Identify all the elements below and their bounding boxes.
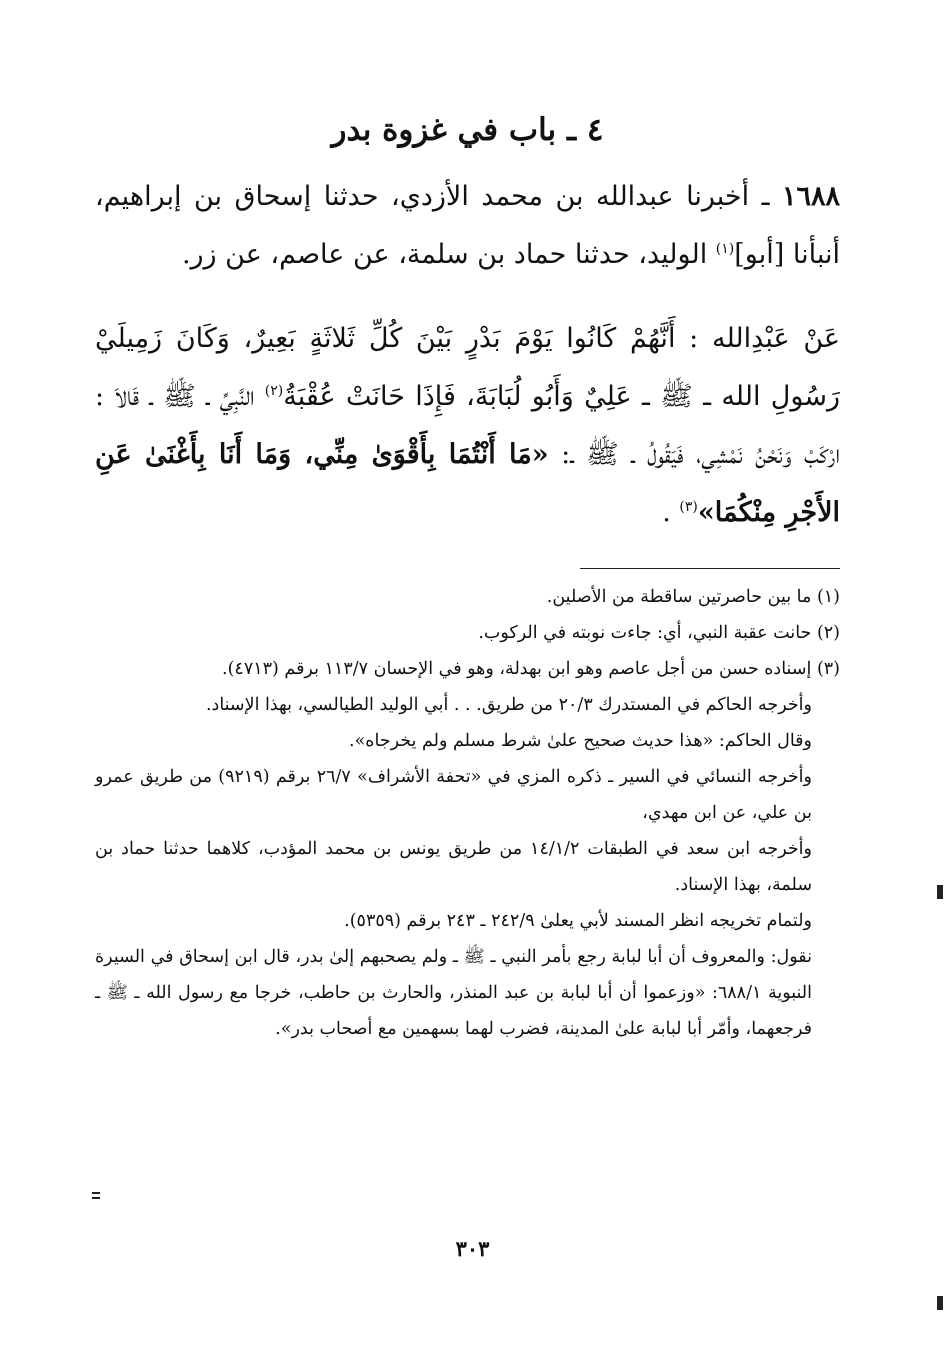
footnotes <box>95 579 840 1047</box>
footnote-3-para-5: ولتمام تخريجه انظر المسند لأبي يعلىٰ ٢٤٢/٩ ـ ٢٤٣ برقم (٥٣٥٩). <box>344 911 812 931</box>
isnad-text-part2: الوليد، حدثنا حماد بن سلمة، عن عاصم، عن زر. <box>181 239 716 270</box>
page-number: ٣٠٣ <box>455 1236 490 1261</box>
scan-mark <box>92 1192 100 1194</box>
footnote-1 <box>95 579 840 615</box>
footnote-2 <box>95 615 840 651</box>
page-body <box>95 100 840 1047</box>
isnad-text-part1: ـ أخبرنا عبدالله بن محمد الأزدي، حدثنا إسحاق بن إبراهيم، أنبأنا [أبو] <box>95 181 840 270</box>
hadith-number: ١٦٨٨ <box>781 181 840 212</box>
matn-text-part1: عَنْ عَبْدِالله : أَنَّهُمْ كَانُوا يَوْمَ بَدْرٍ بَيْنَ كُلِّ ثَلاثَةٍ بَعِيرٌ، وَكَانَ زَمِيلَيْ رَسُولِ الله ـ ﷺ ـ عَلِيٌ وَأَبُو لُبَابَةَ، فَإِذَا حَانَتْ عُقْبَةُ <box>95 323 840 412</box>
footnote-text: إسناده حسن من أجل عاصم وهو ابن بهدلة، وهو في الإحسان ١١٣/٧ برقم (٤٧١٣). <box>222 659 817 679</box>
footnote-marker-3: (٣) <box>679 499 698 515</box>
footnote-3-para-3: وأخرجه النسائي في السير ـ ذكره المزي في «تحفة الأشراف» ٢٦/٧ برقم (٩٢١٩) من طريق عمرو بن علي، عن ابن مهدي، <box>95 767 812 823</box>
footnote-text: ما بين حاصرتين ساقطة من الأصلين. <box>546 587 817 607</box>
chapter-title: ٤ ـ باب في غزوة بدر <box>331 112 604 148</box>
footnote-3 <box>95 651 840 687</box>
scan-mark <box>92 1197 100 1199</box>
footnote-marker-2: (٢) <box>264 383 284 399</box>
matn-end: . <box>662 497 680 528</box>
hadith-matn <box>95 310 840 542</box>
footnote-number: (١) <box>816 587 840 607</box>
footnote-3-para-2: وقال الحاكم: «هذا حديث صحيح علىٰ شرط مسلم ولم يخرجاه». <box>349 731 812 751</box>
scan-mark <box>937 1296 943 1310</box>
hadith-isnad <box>95 168 840 284</box>
footnote-divider <box>580 568 840 569</box>
footnote-3-para-4: وأخرجه ابن سعد في الطبقات ١٤/١/٢ من طريق يونس بن محمد المؤدب، كلاهما حدثنا حماد بن سلمة، بهذا الإسناد. <box>95 839 812 895</box>
footnote-number: (٢) <box>816 623 840 643</box>
scan-mark <box>937 885 943 899</box>
matn-quote: «مَا أَنْتُمَا بِأَقْوَىٰ مِنِّي، وَمَا أَنَا بِأَغْنَىٰ عَنِ الأَجْرِ مِنْكُمَا» <box>95 439 840 528</box>
footnote-3-para-6: نقول: والمعروف أن أبا لبابة رجع بأمر النبي ـ ﷺ ـ ولم يصحبهم إلىٰ بدر، قال ابن إسحاق في السيرة النبوية ٦٨٨/١: «وزعموا أن أبا لبابة بن عبد المنذر، والحارث بن حاطب، خرجا مع رسول الله ـ ﷺ ـ فرجعهما، وأمّر أبا لبابة علىٰ المدينة، فضرب لهما بسهمين مع أصحاب بدر». <box>95 947 812 1039</box>
footnote-marker-1: (١) <box>715 241 735 257</box>
footnote-3-para-1: وأخرجه الحاكم في المستدرك ٢٠/٣ من طريق. . . أبي الوليد الطيالسي، بهذا الإسناد. <box>205 695 812 715</box>
footnote-number: (٣) <box>816 659 840 679</box>
footnote-text: حانت عقبة النبي، أي: جاءت نوبته في الركوب. <box>478 623 817 643</box>
matn-text-part2: النَّبِيِّ ـ ﷺ ـ قَالاَ : ارْكَبْ وَنَحْنُ نَمْشِي، فَيَقُولُ ـ ﷺ ـ: <box>95 381 840 470</box>
